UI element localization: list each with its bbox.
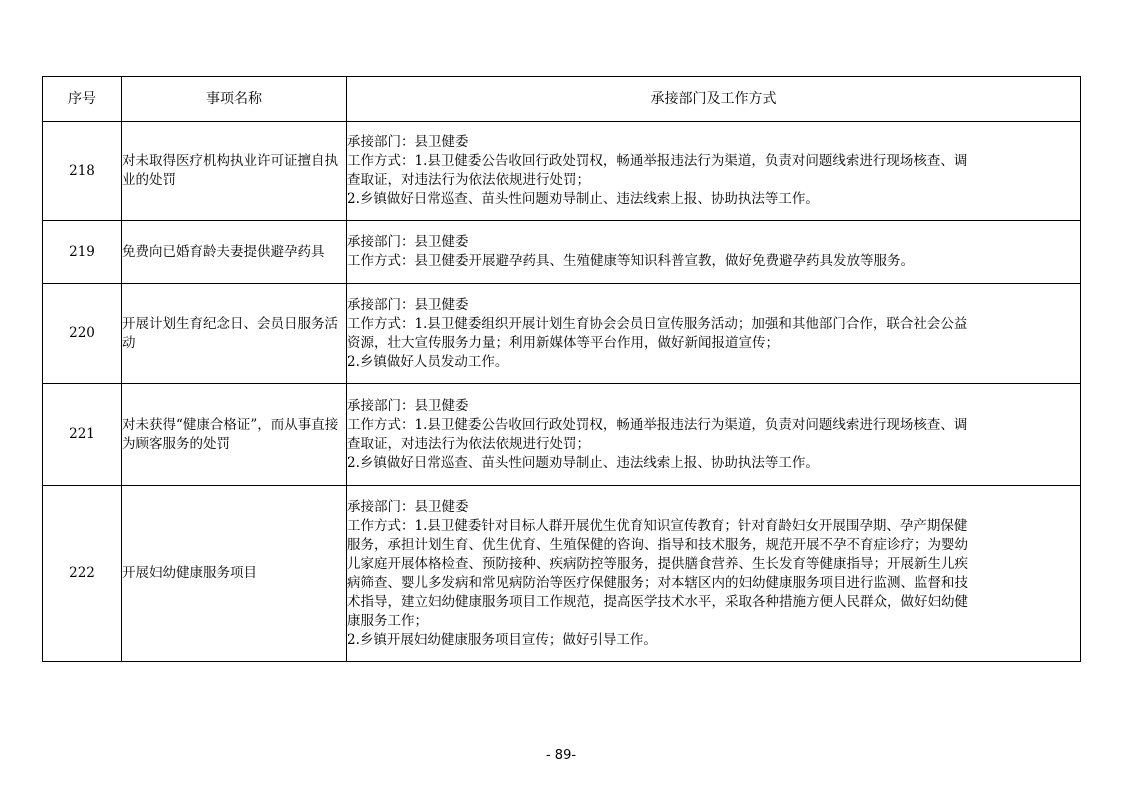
content-line: 承接部门：县卫健委 <box>347 296 469 313</box>
row-item-name: 开展计划生育纪念日、会员日服务活动 <box>122 284 347 384</box>
content-line: 2.乡镇开展妇幼健康服务项目宣传；做好引导工作。 <box>347 631 657 648</box>
row-number: 221 <box>43 384 122 486</box>
content-line: 承接部门：县卫健委 <box>347 134 469 150</box>
content-line: 2.乡镇做好人员发动工作。 <box>347 353 509 370</box>
header-item-name: 事项名称 <box>122 77 347 122</box>
content-line: 查取证，对违法行为依法依规进行处罚； <box>347 435 590 452</box>
row-number: 218 <box>43 122 122 221</box>
content-line: 资源，壮大宣传服务力量；利用新媒体等平台作用，做好新闻报道宣传； <box>347 334 779 351</box>
service-items-table <box>42 76 1081 662</box>
content-line: 术指导，建立妇幼健康服务项目工作规范，提高医学技术水平，采取各种措施方便人民群众，做好妇幼健 <box>347 593 968 610</box>
table-row <box>43 284 1081 384</box>
content-line: 查取证，对违法行为依法依规进行处罚； <box>347 172 590 188</box>
row-item-name: 对未取得医疗机构执业许可证擅自执业的处罚 <box>122 122 347 221</box>
content-line: 工作方式：1.县卫健委组织开展计划生育协会会员日宣传服务活动；加强和其他部门合作，联合社会公益 <box>347 315 968 332</box>
content-line: 工作方式：1.县卫健委公告收回行政处罚权，畅通举报违法行为渠道，负责对问题线索进行现场核查、调 <box>347 153 968 169</box>
content-line: 工作方式：县卫健委开展避孕药具、生殖健康等知识科普宣教，做好免费避孕药具发放等服务。 <box>347 253 914 269</box>
row-item-name: 开展妇幼健康服务项目 <box>122 486 347 662</box>
content-line: 儿家庭开展体格检查、预防接种、疾病防控等服务，提供膳食营养、生长发育等健康指导；开展新生儿疾 <box>347 555 968 572</box>
row-number: 219 <box>43 221 122 284</box>
header-serial-number: 序号 <box>43 77 122 122</box>
table-row <box>43 486 1081 662</box>
row-content <box>347 284 1081 384</box>
row-content <box>347 486 1081 662</box>
content-line: 承接部门：县卫健委 <box>347 234 469 250</box>
content-line: 病筛查、婴儿多发病和常见病防治等医疗保健服务；对本辖区内的妇幼健康服务项目进行监测、监督和技 <box>347 574 968 591</box>
content-line: 承接部门：县卫健委 <box>347 397 469 414</box>
row-item-name: 免费向已婚育龄夫妻提供避孕药具 <box>122 221 347 284</box>
page-number: - 89- <box>545 748 577 763</box>
row-content <box>347 221 1081 284</box>
content-line: 服务，承担计划生育、优生优育、生殖保健的咨询、指导和技术服务，规范开展不孕不育症诊疗；为婴幼 <box>347 536 968 553</box>
row-number: 220 <box>43 284 122 384</box>
table-row <box>43 122 1081 221</box>
row-content <box>347 122 1081 221</box>
content-line: 2.乡镇做好日常巡查、苗头性问题劝导制止、违法线索上报、协助执法等工作。 <box>347 454 819 471</box>
row-number: 222 <box>43 486 122 662</box>
row-item-name: 对未获得“健康合格证”，而从事直接为顾客服务的处罚 <box>122 384 347 486</box>
table-header-row <box>43 77 1081 122</box>
content-line: 工作方式：1.县卫健委针对目标人群开展优生优育知识宣传教育；针对育龄妇女开展围孕期、孕产期保健 <box>347 517 968 534</box>
content-line: 康服务工作； <box>347 612 428 629</box>
content-line: 承接部门：县卫健委 <box>347 498 469 515</box>
content-line: 2.乡镇做好日常巡查、苗头性问题劝导制止、违法线索上报、协助执法等工作。 <box>347 191 819 207</box>
table-row <box>43 221 1081 284</box>
content-line: 工作方式：1.县卫健委公告收回行政处罚权，畅通举报违法行为渠道，负责对问题线索进行现场核查、调 <box>347 416 968 433</box>
table-row <box>43 384 1081 486</box>
row-content <box>347 384 1081 486</box>
header-department-and-method: 承接部门及工作方式 <box>347 77 1081 122</box>
